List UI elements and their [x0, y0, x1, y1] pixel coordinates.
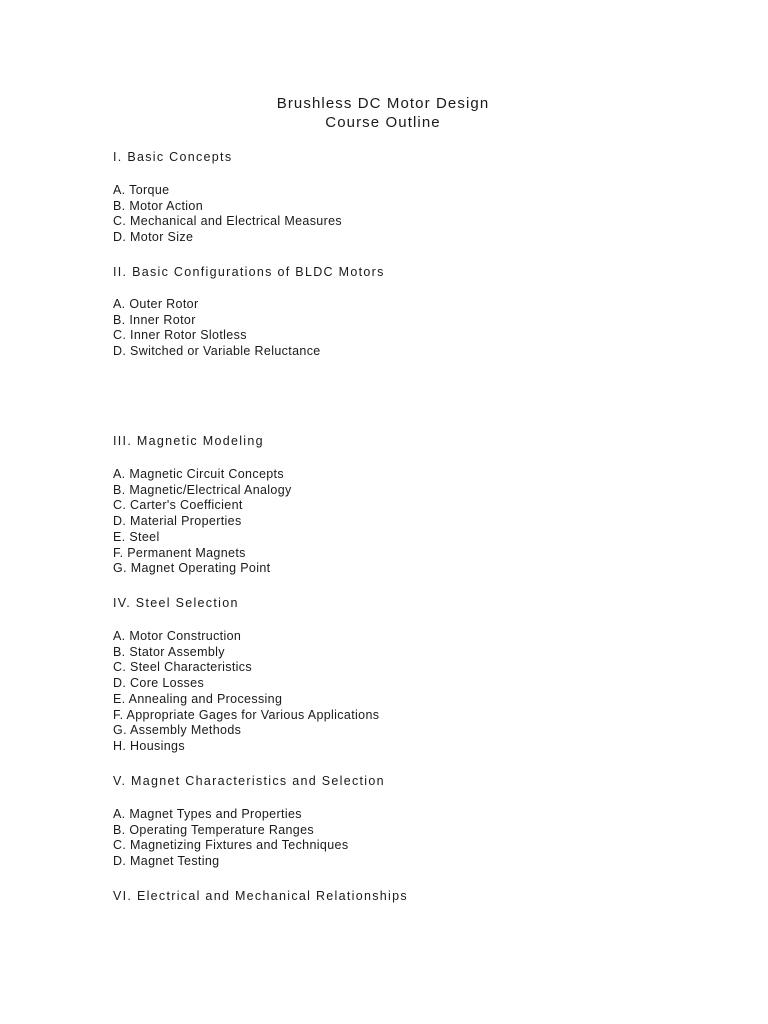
list-item: C. Steel Characteristics — [113, 660, 252, 675]
list-item: B. Magnetic/Electrical Analogy — [113, 482, 292, 497]
list-item: G. Magnet Operating Point — [113, 561, 271, 576]
list-item: D. Switched or Variable Reluctance — [113, 344, 321, 359]
list-item: B. Operating Temperature Ranges — [113, 822, 315, 837]
list-item: A. Outer Rotor — [113, 297, 199, 311]
section-items-4 — [113, 629, 379, 755]
list-item: C. Carter's Coefficient — [113, 498, 243, 513]
list-item: D. Core Losses — [113, 676, 205, 691]
list-item: D. Material Properties — [113, 514, 242, 529]
section-heading-4: IV. Steel Selection — [113, 596, 239, 610]
section-items-2 — [113, 297, 321, 360]
section-items-5 — [113, 807, 348, 870]
section-heading-2: II. Basic Configurations of BLDC Motors — [113, 265, 385, 279]
title-block — [0, 94, 766, 132]
list-item: A. Magnet Types and Properties — [113, 807, 302, 821]
list-item: D. Magnet Testing — [113, 854, 220, 869]
list-item: C. Mechanical and Electrical Measures — [113, 214, 343, 229]
document-subtitle: Course Outline — [325, 114, 441, 131]
list-item: E. Annealing and Processing — [113, 691, 283, 706]
list-item: C. Inner Rotor Slotless — [113, 328, 247, 343]
list-item: G. Assembly Methods — [113, 723, 242, 738]
list-item: D. Motor Size — [113, 230, 194, 245]
list-item: B. Motor Action — [113, 198, 204, 213]
section-heading-6: VI. Electrical and Mechanical Relationships — [113, 889, 408, 903]
section-heading-3: III. Magnetic Modeling — [113, 434, 264, 448]
list-item: B. Inner Rotor — [113, 312, 196, 327]
list-item: F. Permanent Magnets — [113, 545, 246, 560]
list-item: B. Stator Assembly — [113, 644, 225, 659]
list-item: E. Steel — [113, 529, 160, 544]
list-item: A. Motor Construction — [113, 629, 242, 643]
section-heading-5: V. Magnet Characteristics and Selection — [113, 774, 385, 788]
section-heading-1: I. Basic Concepts — [113, 150, 233, 164]
list-item: C. Magnetizing Fixtures and Techniques — [113, 838, 349, 853]
document-title: Brushless DC Motor Design — [276, 95, 490, 112]
list-item: H. Housings — [113, 738, 185, 753]
section-items-3 — [113, 467, 292, 577]
list-item: A. Torque — [113, 183, 170, 197]
list-item: F. Appropriate Gages for Various Applications — [113, 707, 380, 722]
list-item: A. Magnetic Circuit Concepts — [113, 467, 284, 481]
section-items-1 — [113, 183, 342, 246]
